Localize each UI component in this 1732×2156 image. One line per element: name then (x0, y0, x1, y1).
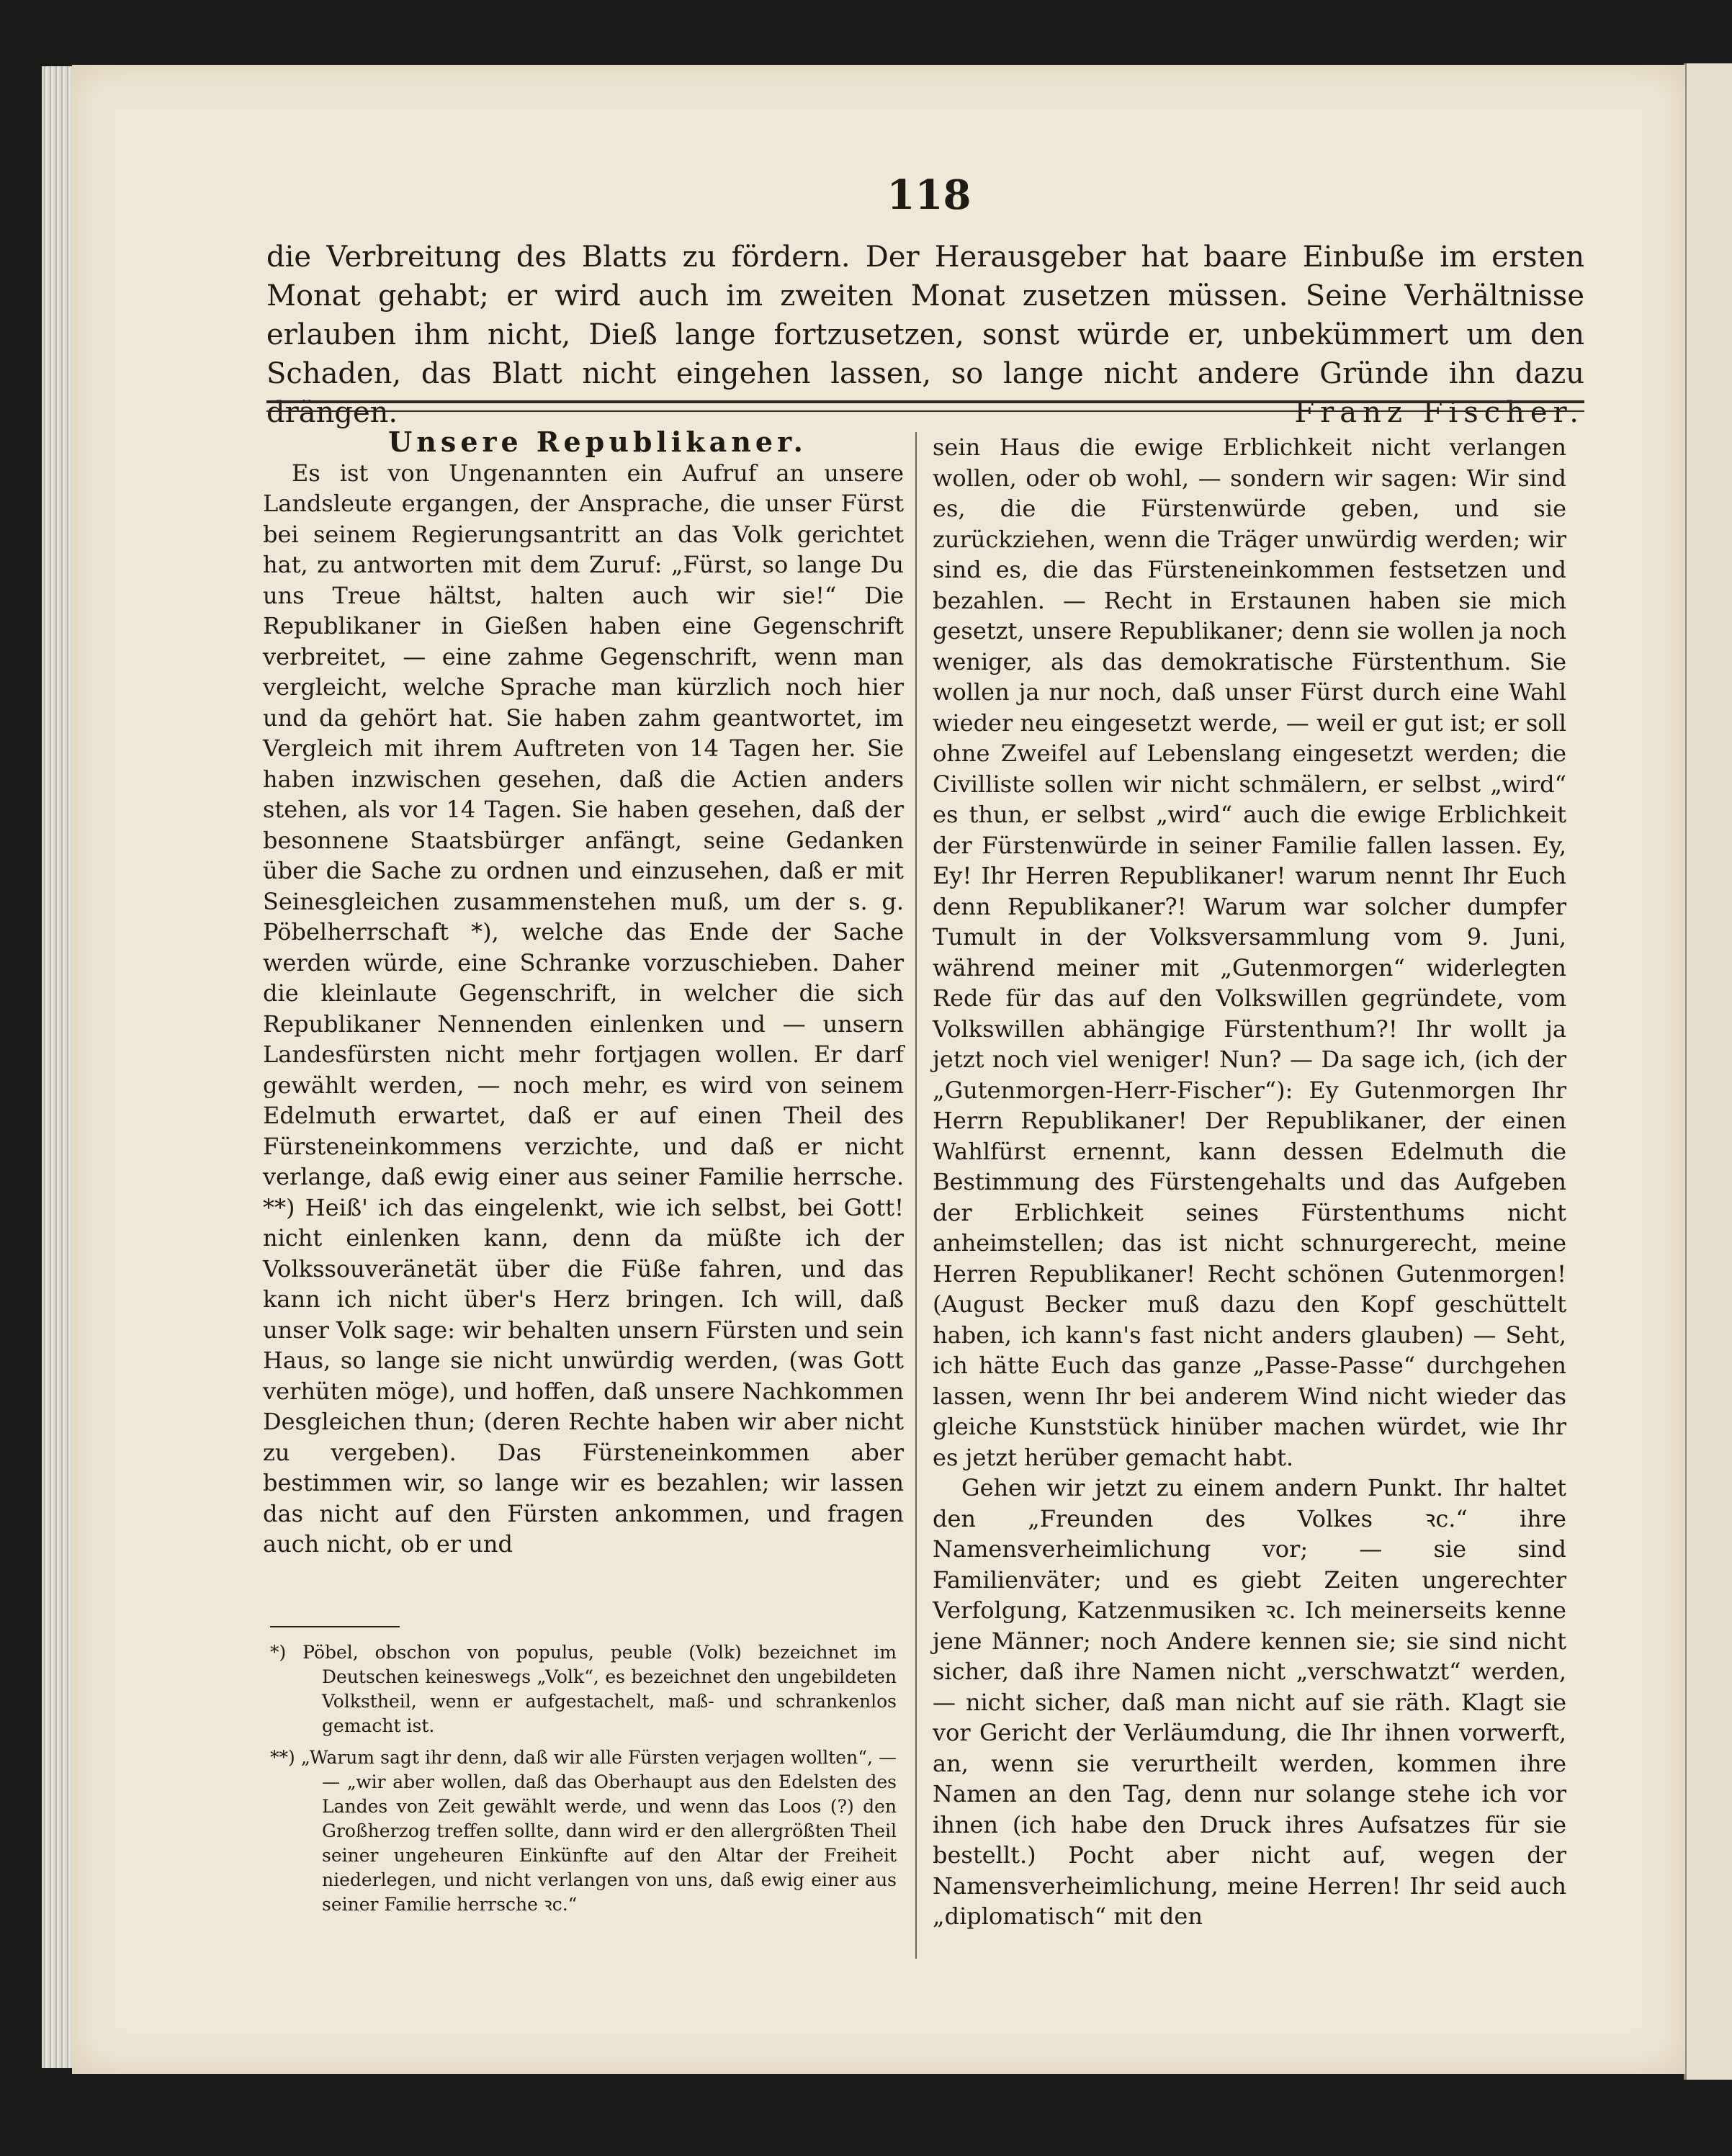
facing-page-edge (1684, 63, 1732, 2080)
page-number: 118 (887, 171, 972, 219)
footnote-2: **) „Warum sagt ihr denn, daß wir alle Fürsten verjagen wollten“, — — „wir aber wollen, daß das Oberhaupt aus den Edelsten des Landes von Zeit gewählt werde, und wenn das Loos (?) den Großherzog treffen sollte, dann wird er den allergrößten Theil seiner ungeheuren Einkünfte auf den Altar der Freiheit niederlegen, und nicht verlangen von uns, daß ewig einer aus seiner Familie herrsche ꝛc.“ (270, 1747, 897, 1915)
footnotes (270, 1640, 897, 1924)
left-column-text: Es ist von Ungenannten ein Aufruf an unsere Landsleute ergangen, der Ansprache, die unser Fürst bei seinem Regierungsantritt an das Volk gerichtet hat, zu antworten mit dem Zuruf: „Fürst, so lange Du uns Treue hältst, halten auch wir sie!“ Die Republikaner in Gießen haben eine Gegenschrift verbreitet, — eine zahme Gegenschrift, wenn man vergleicht, welche Sprache man kürzlich noch hier und da gehört hat. Sie haben zahm geantwortet, im Vergleich mit ihrem Auftreten von 14 Tagen her. Sie haben inzwischen gesehen, daß die Actien anders stehen, als vor 14 Tagen. Sie haben gesehen, daß der besonnene Staatsbürger anfängt, seine Gedanken über die Sache zu ordnen und einzusehen, daß er mit Seinesgleichen zusammenstehen muß, um der s. g. Pöbelherrschaft *), welche das Ende der Sache werden würde, eine Schranke vorzuschieben. Daher die kleinlaute Gegenschrift, in welcher die sich Republikaner Nennenden einlenken und — unsern Landesfürsten nicht mehr fortjagen wollen. Er darf gewählt werden, — noch mehr, es wird von seinem Edelmuth erwartet, daß er auf einen Theil des Fürsteneinkommens verzichte, und daß er nicht verlange, daß ewig einer aus seiner Familie herrsche. **) Heiß' ich das eingelenkt, wie ich selbst, bei Gott! nicht einlenken kann, denn da müßte ich der Volkssouveränetät über die Füße fahren, und das kann ich nicht über's Herz bringen. Ich will, daß unser Volk sage: wir behalten unsern Fürsten und sein Haus, so lange sie nicht unwürdig werden, (was Gott verhüten möge), und hoffen, daß unsere Nachkommen Desgleichen thun; (deren Rechte haben wir aber nicht zu vergeben). Das Fürsteneinkommen aber bestimmen wir, so lange wir es bezahlen; wir lassen das nicht auf den Fürsten ankommen, und fragen auch nicht, ob er und (263, 459, 905, 1558)
right-column-paragraph-1: sein Haus die ewige Erblichkeit nicht verlangen wollen, oder ob wohl, — sondern wir sagen: Wir sind es, die die Fürstenwürde geben, und sie zurückziehen, wenn die Träger unwürdig werden; wir sind es, die das Fürsteneinkommen festsetzen und bezahlen. — Recht in Erstaunen haben sie mich gesetzt, unsere Republikaner; denn sie wollen ja noch weniger, als das demokratische Fürstenthum. Sie wollen ja nur noch, daß unser Fürst durch eine Wahl wieder neu eingesetzt werde, — weil er gut ist; er soll ohne Zweifel auf Lebenslang eingesetzt werden; die Civilliste sollen wir nicht schmälern, er selbst „wird“ es thun, er selbst „wird“ auch die ewige Erblichkeit der Fürstenwürde in seiner Familie fallen lassen. Ey, Ey! Ihr Herren Republikaner! warum nennt Ihr Euch denn Republikaner?! Warum war solcher dumpfer Tumult in der Volksversammlung vom 9. Juni, während meiner mit „Gutenmorgen“ widerlegten Rede für das auf den Volkswillen gegründete, vom Volkswillen abhängige Fürstenthum?! Ihr wollt ja jetzt noch viel weniger! Nun? — Da sage ich, (ich der „Gutenmorgen-Herr-Fischer“): Ey Gutenmorgen Ihr Herrn Republikaner! Der Republikaner, der einen Wahlfürst ernennt, kann dessen Edelmuth die Bestimmung des Fürstengehalts und das Aufgeben der Erblichkeit seines Fürstenthums nicht anheimstellen; das ist nicht schnurgerecht, meine Herren Republikaner! Recht schönen Gutenmorgen! (August Becker muß dazu den Kopf geschüttelt haben, ich kann's fast nicht anders glauben) — Seht, ich hätte Euch das ganze „Passe-Passe“ durchgehen lassen, wenn Ihr bei anderem Wind nicht wieder das gleiche Kunststück hinüber machen würdet, wie Ihr es jetzt herüber gemacht habt. (933, 434, 1566, 1471)
article-title: Unsere Republikaner. (388, 426, 807, 458)
article-right-column (933, 432, 1566, 1932)
right-column-paragraph-2: Gehen wir jetzt zu einem andern Punkt. Ihr haltet den „Freunden des Volkes ꝛc.“ ihre Namensverheimlichung vor; — sie sind Familienväter; und es giebt Zeiten ungerechter Verfolgung, Katzenmusiken ꝛc. Ich meinerseits kenne jene Männer; noch Andere kennen sie; sie sind nicht sicher, daß ihre Namen nicht „verschwatzt“ werden, — nicht sicher, daß man nicht auf sie räth. Klagt sie vor Gericht der Verläumdung, die Ihr ihnen vorwerft, an, wenn sie verurtheilt werden, kommen ihre Namen an den Tag, denn nur solange stehe ich vor ihnen (ich habe den Druck ihres Aufsatzes für sie bestellt.) Pocht aber nicht auf, wegen der Namensverheimlichung, meine Herren! Ihr seid auch „diplomatisch“ mit den (933, 1474, 1566, 1930)
footnote-rule (270, 1626, 400, 1627)
article-left-column (263, 427, 904, 1560)
footnote-1: *) Pöbel, obschon von populus, peuble (Volk) bezeichnet im Deutschen keineswegs „Volk“, es bezeichnet den ungebildeten Volkstheil, wenn er aufgestachelt, maß- und schrankenlos gemacht ist. (270, 1642, 897, 1736)
column-divider (915, 432, 917, 1959)
section-rule (266, 400, 1584, 412)
intro-signature: Franz Fischer. (1294, 396, 1584, 429)
intro-text: die Verbreitung des Blatts zu fördern. Der Herausgeber hat baare Einbuße im ersten Monat gehabt; er wird auch im zweiten Monat zusetzen müssen. Seine Verhältnisse erlauben ihm nicht, Dieß lange fortzusetzen, sonst würde er, unbekümmert um den Schaden, das Blatt nicht eingehen lassen, so lange nicht andere Gründe ihn dazu drängen. (266, 241, 1584, 429)
